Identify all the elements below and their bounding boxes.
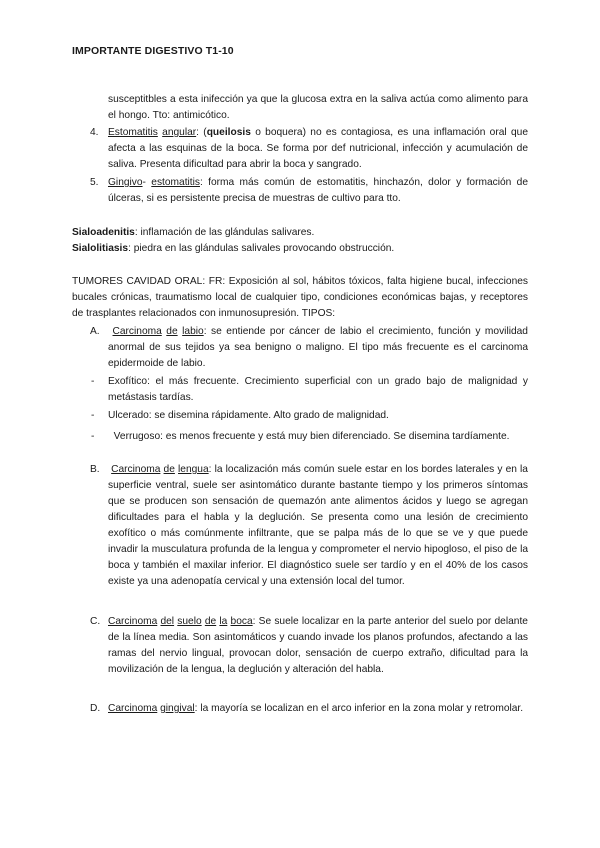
term-del: del (160, 616, 175, 627)
term-queilosis: queilosis (206, 127, 251, 138)
item-d-letter: D. (90, 703, 101, 714)
term-gingival: gingival (160, 703, 195, 714)
term-labio: labio (182, 326, 204, 337)
term-estomatitis: Estomatitis (108, 127, 158, 138)
item-5-gingivoestomatitis (108, 175, 528, 207)
sub-2-dash: - (91, 410, 95, 421)
item-c-carcinoma-suelo-boca (108, 614, 528, 678)
sialoadenitis-definition: : inflamación de las glándulas salivares. (134, 227, 315, 238)
item-4-estomatitis-angular (108, 125, 528, 173)
sialoadenitis-line (72, 225, 528, 241)
item-c-description: : Se suele localizar en la parte anterior del suelo por delante de la línea media. Son asintomáticos y cuando invade los planos profundos, afectando a las ramas del nervio lingual, provocan dolor, sensación de cuerpo extraño, dificultad para la movilización de la lengua, la deglución y alteración del habla. (108, 616, 528, 675)
term-carcinoma-d: Carcinoma (108, 703, 158, 714)
term-lengua: lengua (178, 464, 209, 475)
term-sialoadenitis: Sialoadenitis (72, 227, 135, 238)
item-4-separator: : ( (196, 127, 207, 138)
sub-ulcerado (108, 408, 528, 424)
term-de-c: de (204, 616, 217, 627)
term-suelo: suelo (177, 616, 202, 627)
sub-1-dash: - (91, 376, 95, 387)
continuation-text: susceptitbles a esta inifección ya que la glucosa extra en la saliva actúa como alimento para el hongo. Tto: antimicótico. (108, 94, 528, 121)
term-hyphen: - (142, 177, 152, 188)
page-header: IMPORTANTE DIGESTIVO T1-10 (72, 45, 234, 57)
term-angular: angular (162, 127, 197, 138)
item-c-letter: C. (90, 616, 101, 627)
term-carcinoma-c: Carcinoma (108, 616, 158, 627)
item-5-description: : forma más común de estomatitis, hinchazón, dolor y formación de úlceras, si es persistente precisa de muestras de cultivo para tto. (108, 177, 528, 204)
sub-ulcerado-text: Ulcerado: se disemina rápidamente. Alto grado de malignidad. (108, 410, 389, 421)
term-gingivo: Gingivo (108, 177, 143, 188)
item-a-carcinoma-labio (108, 324, 528, 372)
item-4-description: o boquera) no es contagiosa, es una inflamación oral que afecta a las esquinas de la boca. Se forma por def nutricional, infección y acumulación de saliva. Presenta dificultad para abrir la boca y sangrado. (108, 127, 528, 170)
continuation-paragraph (108, 92, 528, 124)
term-sialolitiasis: Sialolitiasis (72, 243, 129, 254)
term-de-b: de (163, 464, 175, 475)
sub-exofitico-text: Exofítico: el más frecuente. Crecimiento superficial con un grado bajo de malignidad y metástasis tardías. (108, 376, 528, 403)
item-b-letter: B. (90, 464, 100, 475)
term-carcinoma-a: Carcinoma (112, 326, 162, 337)
item-d-description: : la mayoría se localizan en el arco inferior en la zona molar y retromolar. (194, 703, 524, 714)
term-de-a: de (166, 326, 178, 337)
term-boca: boca (230, 616, 253, 627)
item-d-carcinoma-gingival (108, 701, 528, 717)
sub-exofitico (108, 374, 528, 406)
sialolitiasis-definition: : piedra en las glándulas salivales provocando obstrucción. (128, 243, 395, 254)
item-5-number: 5. (90, 177, 99, 188)
item-a-letter: A. (90, 326, 100, 337)
item-a-description: : se entiende por cáncer de labio el crecimiento, función y movilidad anormal de sus tejidos ya sea benigno o maligno. El tipo más frecuente es el carcinoma epidermoide de labio. (108, 326, 528, 369)
sub-verrugoso (108, 429, 528, 445)
term-estomatitis-2: estomatitis (151, 177, 200, 188)
item-b-description: : la localización más común suele estar en los bordes laterales y en la superficie ventral, suele ser asintomático durante bastante tiempo y los primeros síntomas que se producen son sensación de quemazón ante alimentos ácidos y luego se agregan dificultades para el habla y la deglución. Se presenta como una lesión de crecimiento exofítico o más comúnmente infiltrante, que se palpa más de lo que se ve y que puede invadir la musculatura profunda de la lengua y comprometer el nervio hipogloso, el piso de la boca y también el maxilar inferior. El diagnóstico suele ser tardío y en el 40% de los casos existe ya una adenopatía cervical y una extensión local del tumor. (108, 464, 528, 587)
tumores-text: TUMORES CAVIDAD ORAL: FR: Exposición al sol, hábitos tóxicos, falta higiene bucal, infecciones bucales crónicas, traumatismo local de cualquier tipo, condiciones económicas bajas, y receptores de trasplantes relacionados con inmunosupresión. TIPOS: (72, 276, 528, 319)
item-4-number: 4. (90, 127, 99, 138)
sub-3-dash: - (91, 431, 95, 442)
item-b-carcinoma-lengua (108, 462, 528, 590)
term-la: la (219, 616, 228, 627)
sub-verrugoso-text: Verrugoso: es menos frecuente y está muy bien diferenciado. Se disemina tardíamente. (113, 431, 510, 442)
sialolitiasis-line (72, 241, 528, 257)
term-carcinoma-b: Carcinoma (111, 464, 161, 475)
tumores-paragraph (72, 274, 528, 322)
